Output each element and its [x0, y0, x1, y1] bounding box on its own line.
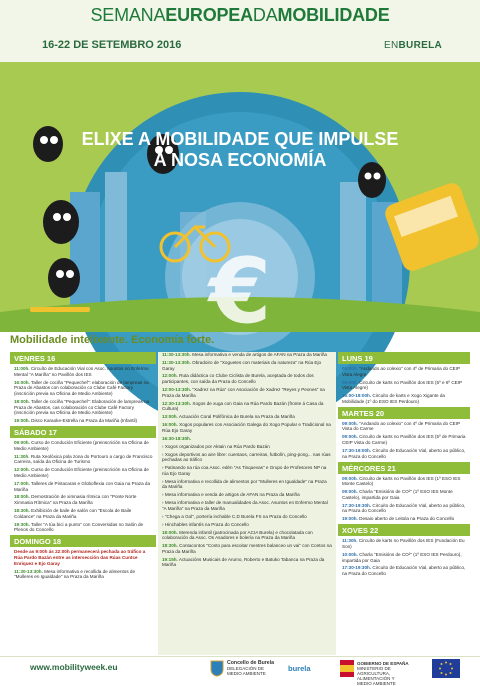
event-time: 09:00h.: [342, 420, 358, 426]
event-time: 11:30h.: [342, 538, 358, 544]
event-time: 17:00h.: [14, 480, 30, 486]
event-description: Ruta Xeolóxica pola zona do Portouro a cargo de Francisco Carreira, saída da Oficina de Turismo: [14, 453, 153, 465]
event-item: [10, 467, 156, 481]
event-description: Circuíto de karts no Pavillón dos IES (1º ESO IES Monte Castelo): [342, 475, 461, 487]
title-part-3: DA: [252, 5, 278, 25]
event-title: [29, 5, 451, 26]
event-item: [158, 414, 336, 422]
event-time: 19:30h.: [14, 521, 30, 527]
bullet-icon: ›: [162, 492, 165, 498]
event-description: Mesa informativa e venda de artigos de AFAN na Praza da Mariña: [192, 352, 327, 357]
event-item: [338, 434, 470, 448]
bullet-icon: ›: [162, 465, 165, 471]
concello-sub: DELEGACIÓN DE MEDIO AMBIENTE: [227, 666, 266, 676]
programme-column-3: [338, 352, 470, 655]
event-time: 17:30-19:00h.: [342, 447, 372, 453]
slogan-line-2: A NOSA ECONOMÍA: [153, 150, 327, 170]
eu-flag-icon: [432, 659, 460, 678]
event-description: Xogos populares con Asociación Galega do Xogo Popular e Tradicional na Rúa Ejo Garay: [162, 422, 331, 433]
burela-logo: [288, 659, 338, 678]
bullet-icon: ›: [162, 443, 165, 449]
event-item: [10, 569, 156, 583]
poster-header: [0, 0, 480, 62]
event-item: [158, 422, 336, 436]
event-description: Exhibición de baile de salón con "Escola de Baile Coldance" na Praza da Mariña: [14, 508, 132, 519]
event-item: [10, 399, 156, 418]
event-item: [338, 503, 470, 517]
event-item: [158, 530, 336, 544]
eu-flag: [432, 659, 460, 678]
event-item: [158, 387, 336, 401]
event-time: 11:30h.: [14, 453, 30, 459]
event-description: "Xadrez na Rúa" con Asociación de Xadrez "Reyes y Peones" na Praza da Mariña: [162, 387, 325, 398]
event-description: Actuacións Musicais de Arumo, Roberto e Batuko Tabanca na Praza da Mariña: [162, 556, 325, 568]
event-time: 18:00h.: [14, 398, 30, 404]
event-description: Circuíto de Educación Vial, aberto ao público, na Praza do Concello: [342, 447, 466, 459]
event-description: Obradoiro de "Xoguetes con materiais da natureza" na Rúa Ejo Garay: [162, 359, 322, 371]
footer: [0, 656, 480, 686]
event-description: Mesa informativa e recollida de alimentos por "Mulleres en Igualdade" na Praza da Mariña: [162, 478, 327, 490]
day-heading: MÉRCORES 21: [338, 462, 470, 474]
event-item: [338, 366, 470, 380]
event-dates: 16-22 DE SETEMBRO 2016: [42, 39, 182, 51]
event-time: 18:30h.: [14, 508, 30, 514]
event-description: Mesa informativa e taller de manualidades da Asoc. Asuntos en Enfermo Mental "A Mariña" na Praza da Mariña: [162, 500, 328, 511]
event-item: [10, 418, 156, 426]
event-item: [338, 393, 470, 407]
event-item: [10, 454, 156, 468]
day-heading: SÁBADO 17: [10, 426, 156, 438]
event-time: 19:00h.: [14, 418, 30, 424]
event-item: [338, 421, 470, 435]
day-heading: MARTES 20: [338, 407, 470, 419]
event-time: 12:30-13:30h.: [162, 400, 192, 406]
programme: [10, 352, 470, 655]
event-item: [158, 543, 336, 557]
event-time: 18:30h.: [162, 543, 178, 549]
event-time: 11:30-13:30h.: [14, 568, 43, 574]
day-heading: VENRES 16: [10, 352, 156, 364]
city-name: BURELA: [398, 40, 442, 51]
event-item: [338, 516, 470, 524]
event-description: Circuíto de Educación Vial con Asoc. Asuntos no Enfermo Mental "A Mariña" no Pavillón dos IES: [14, 366, 149, 377]
website-link[interactable]: www.mobilityweek.eu: [30, 662, 118, 672]
event-time: 09:00h.: [14, 440, 30, 446]
coat-of-arms-icon: [210, 660, 224, 677]
event-time: 09:00h.: [342, 434, 358, 440]
event-time: 16:30-18:30h.: [162, 435, 192, 441]
event-item: [338, 380, 470, 394]
event-time: 09:00h.: [342, 379, 358, 385]
event-description: "Andando ao colexio" con 4º de Primaria do CEIP Vista Alegre: [342, 366, 460, 377]
event-time: 16:00-18:00h.: [342, 393, 372, 399]
event-description: Circuíto de karts e Xogo Xigante da Mobilidade (1º do ESO IES Perdouro): [342, 393, 445, 404]
event-item: [158, 452, 336, 466]
event-description: Curso de Condución Eficiente (preinscrición na Oficina de Medio Ambiente): [14, 440, 149, 451]
event-time: 17:30-19:30h.: [342, 565, 372, 571]
title-part-4: MOBILIDADE: [277, 5, 390, 25]
event-item: [338, 552, 470, 566]
event-item: [158, 444, 336, 452]
event-item: [158, 401, 336, 415]
event-description: Charla "Emisións de CO²" (1º ESO IES Monte Castelo), impartida por Gaia: [342, 489, 453, 500]
event-description: Talleres de Pintacaras e Globoflexia con Gaia na Praza da Mariña: [14, 480, 151, 492]
event-description: Circuíto de karts no Pavillón dos IES (5º de Primaria CEIP Vista do Carme): [342, 434, 466, 446]
title-part-1: SEMANA: [90, 5, 166, 25]
event-description: Circuíto de karts no Pavillón dos IES (5º e 6º CEIP Vista Alegre): [342, 379, 462, 391]
event-item: [158, 557, 336, 571]
event-item: [158, 352, 336, 360]
bullet-icon: ›: [162, 478, 165, 484]
slogan: [0, 129, 480, 171]
event-item: [158, 522, 336, 530]
event-description: Disco Karaoke-Estrella na Praza da Mariña (Infantil): [31, 418, 138, 424]
title-part-2: EUROPEA: [165, 5, 253, 25]
event-description: "Chega a Gol", portería inchable C.D Burela FS na Praza do Concello: [164, 513, 307, 519]
subheading: Mobilidade intelixente. Economía forte.: [10, 334, 215, 346]
event-description: Patinando na rúa coa Asoc. edén "As Tinquevas" e Grupo de Profesores NP na rúa Ejo Garay: [162, 465, 327, 476]
event-description: Taller de cociña "Pequechef": elaboración de lampreas na Praza de Abastos con colaboración co Clube Café Factory (inscrición previa na Oficina de Medio Ambiente): [14, 379, 149, 396]
concello-logo: [210, 659, 280, 678]
event-item: [338, 565, 470, 579]
event-item: [158, 360, 336, 374]
event-time: 12:00-13:30h.: [162, 387, 192, 393]
event-time: 18:00h.: [162, 529, 178, 535]
event-item: [10, 366, 156, 380]
event-description: Circuíto de Educación Vial, aberto ao público, na Praza do Concello: [342, 502, 466, 514]
spain-shield-icon: [340, 660, 354, 677]
event-item: [10, 494, 156, 508]
ministry-logo: [340, 659, 410, 686]
event-time: 16:00h.: [14, 379, 30, 385]
event-description: Circuíto de karts no Pavillón dos IES (Fundación Eu Son): [342, 538, 465, 549]
event-item: [158, 500, 336, 514]
event-time: 12:00h.: [14, 467, 30, 473]
event-description: Mesa informativa e venda de artigos de AFAN na Praza da Mariña: [164, 492, 300, 498]
ministry-line-1: GOBIERNO DE ESPAÑA: [357, 661, 409, 666]
event-time: 09:00h.: [342, 475, 358, 481]
event-item: [158, 492, 336, 500]
event-item: [158, 436, 336, 444]
day-heading: DOMINGO 18: [10, 535, 156, 547]
bullet-icon: ›: [162, 513, 165, 519]
event-description: Desaio aberto de Leitola na Praza do Concello: [359, 516, 455, 522]
event-time: 11:30-13:30h.: [162, 352, 191, 357]
event-description: Xogos de xuga con Gaia na Rúa Pardo Bazán (fronte á Casa da Cultura): [162, 400, 324, 412]
event-time: 09:00h.: [342, 366, 358, 371]
event-description: Hinchables infantís na Praza do Concello: [164, 521, 249, 527]
programme-column-2: [158, 352, 336, 655]
event-item: [10, 481, 156, 495]
event-time: 12:00h.: [162, 373, 178, 379]
event-item: [338, 448, 470, 462]
event-description: Xogos organizados por Aktain na Rúa Pardo Bazán: [164, 443, 270, 449]
concello-name: Concello de Burela: [227, 660, 274, 666]
event-description: Taller de cociña "Pequechef": Elaboración de lampreas na Praza de Abastos, cas colaboración co Clube Café Factory (inscrición previa na Oficina de Medio Ambiente): [14, 398, 150, 416]
event-item: [158, 373, 336, 387]
event-description: Circuíto de Educación Vial, aberto ao público, na Praza do Concello: [342, 565, 466, 577]
event-time: 18:00h.: [14, 494, 30, 500]
event-item: [158, 465, 336, 479]
bullet-icon: ›: [162, 521, 165, 527]
event-item: [338, 538, 470, 552]
event-description: Charla "Emisións de CO²" (1º ESO IES Perdouro), impartida por Gaia: [342, 551, 462, 563]
bullet-icon: ›: [162, 451, 165, 457]
event-description: Ruta didáctica co Clube Ciclista de Burela, aceptada de todos dos participantes, con saída da Praza do Concello: [162, 373, 314, 385]
event-description: Curso de Condución Eficiente (preinscrición na Oficina de Medio Ambiente): [14, 467, 149, 478]
event-time: 19:00h.: [342, 516, 358, 522]
traffic-notice: Desde as 9:00h ás 22:00h permanecerá pechada ao tráfico a Rúa Pardo Bazán entre as intersección das Rúas Cuntce Enriquez e Ejo Garay: [14, 549, 146, 566]
event-item: [10, 522, 156, 536]
event-time: 11:00h.: [14, 366, 30, 371]
programme-column-1: [10, 352, 156, 655]
event-time: 09:00h.: [342, 489, 358, 495]
event-description: Actuación Coral Polifónica de Burela na Praza da Mariña: [178, 414, 295, 420]
event-description: Contacontos "Conto para escoitar mentres balanceo un vai" con Contos na Praza da Mariña: [162, 543, 332, 554]
event-item: [10, 440, 156, 454]
euro-symbol: €: [208, 239, 272, 344]
day-heading: LUNS 19: [338, 352, 470, 364]
event-description: Xogos deportivos ao aire libre: cuentaos, carreiras, futbolín, ping-pong... nas rúas pechadas ao tráfico: [162, 451, 331, 463]
bullet-icon: ›: [162, 500, 165, 506]
event-item: [158, 514, 336, 522]
day-heading: XOVES 22: [338, 524, 470, 536]
event-time: 16:00h.: [162, 422, 178, 428]
event-item: [338, 476, 470, 490]
event-description: Taller "A túa bici a punto" con Conversidas no Salón de Plenos do Concello: [14, 521, 144, 533]
event-item: [10, 380, 156, 399]
event-time: 11:30-13:30h.: [162, 359, 191, 365]
slogan-line-1: ELIXE A MOBILIDADE QUE IMPULSE: [81, 129, 399, 149]
event-item: [158, 479, 336, 493]
event-city: [384, 40, 442, 51]
event-time: 13:00h.: [162, 414, 178, 420]
event-time: 19:15h.: [162, 556, 178, 562]
ministry-line-2: MINISTERIO DE AGRICULTURA, ALIMENTACIÓN Y MEDIO AMBIENTE: [357, 666, 396, 686]
burela-logo-text: burela: [288, 664, 311, 673]
event-description: Mesa informativa e recollida de alimentos de "Mulleres en Igualdade" na Praza da Mariña: [14, 568, 136, 580]
event-time: 10:00h.: [342, 551, 358, 557]
city-prefix: EN: [384, 40, 399, 51]
event-item: [338, 489, 470, 503]
event-description: Demostración de ximnasia rítmica con "Ponte Norte Ximnasia Rítmica" na Praza da Mariña: [14, 494, 137, 506]
event-item: [10, 508, 156, 522]
event-description: "Andando ao colexio" con 4º de Primaria do CEIP Vista do Carme: [342, 420, 460, 432]
event-time: 17:30-19:30h.: [342, 502, 372, 508]
event-description: Merenda infantil (patrocinada por ACIA Burela) e chocolatada con colaboración da Asoc. Os Asadores e bolería na Praza da Mariña: [162, 529, 313, 541]
